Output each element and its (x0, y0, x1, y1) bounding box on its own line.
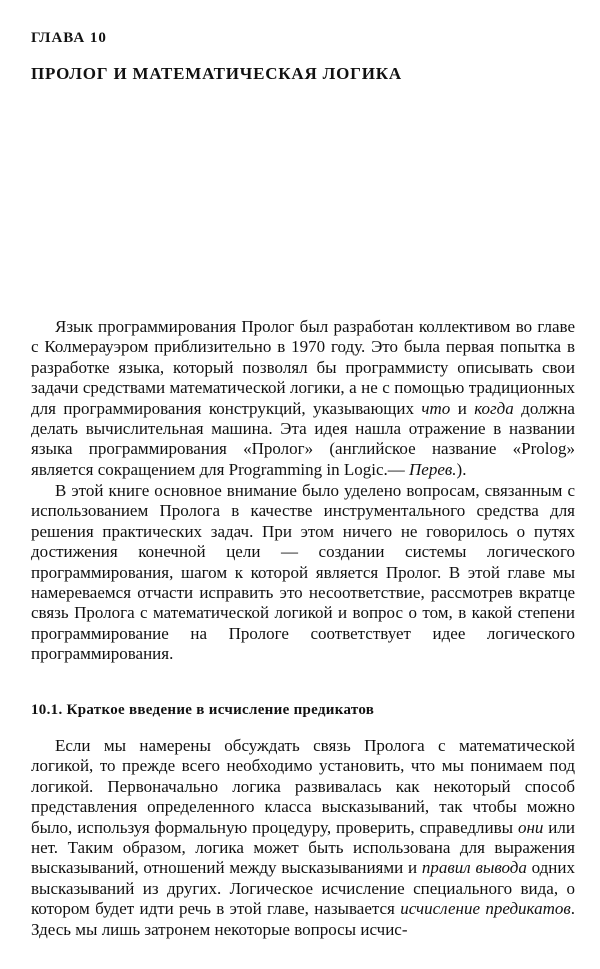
text-run: должна делать вычислительная машина. Эта идея нашла отражение в названии языка программирования «Пролог» (английское название «Prolog» является сокращением для Programming in Logic.— (31, 398, 575, 479)
text-run: Если мы намерены обсуждать связь Пролога с математической логикой, то прежде всего необходимо установить, что мы понимаем под логикой. Первоначально логика развивалась как некоторый способ представления определенного класса высказываний, так чтобы можно было, используя формальную процедуру, проверить, справедливы (31, 736, 575, 837)
intro-paragraph-2 (31, 481, 575, 665)
text-run: ). (456, 459, 467, 479)
italic-run: исчисление предикатов (400, 899, 571, 919)
text-run: или нет. Таким образом, логика может быть использована для выражения высказываний, отношений между высказываниями и (31, 817, 575, 878)
italic-run: Перев. (409, 459, 457, 479)
chapter-title: ПРОЛОГ И МАТЕМАТИЧЕСКАЯ ЛОГИКА (31, 64, 402, 83)
intro-paragraph-2-text: В этой книге основное внимание было уделено вопросам, связанным с использованием Пролога в качестве инструментального средства для решения практических задач. При этом ничего не говорилось о путях достижения конечной цели — создании системы логического программирования, шагом к которой является Пролог. В этой главе мы намереваемся отчасти исправить это несоответствие, рассмотрев вкратце связь Пролога с математической логикой и вопрос о том, в какой степени программирование на Прологе соответствует идее логического программирования. (31, 481, 575, 664)
italic-run: когда (474, 398, 514, 418)
text-run: Язык программирования Пролог был разработан коллективом во главе с Колмерауэром приблизительно в 1970 году. Это была первая попытка в разработке языка, который позволял бы программисту описывать свои задачи средствами математической логики, а не с помощью традиционных для программирования конструкций, указывающих (31, 317, 575, 418)
section-paragraph-1 (31, 736, 575, 940)
section-heading: 10.1. Краткое введение в исчисление предикатов (31, 702, 375, 718)
section-paragraph-1-text (31, 736, 575, 940)
intro-paragraph-1-text (31, 317, 575, 480)
text-run: одних высказываний из других. Логическое исчисление специального вида, о котором будет идти речь в этой главе, называется (31, 858, 576, 919)
intro-paragraph-1 (31, 317, 575, 480)
italic-run: правил вывода (421, 858, 527, 878)
book-page (31, 0, 575, 969)
chapter-label: ГЛАВА 10 (31, 30, 107, 46)
italic-run: они (517, 817, 544, 837)
text-run: и (450, 398, 475, 418)
text-run: . Здесь мы лишь затронем некоторые вопросы исчис- (31, 899, 575, 939)
italic-run: что (421, 398, 451, 418)
